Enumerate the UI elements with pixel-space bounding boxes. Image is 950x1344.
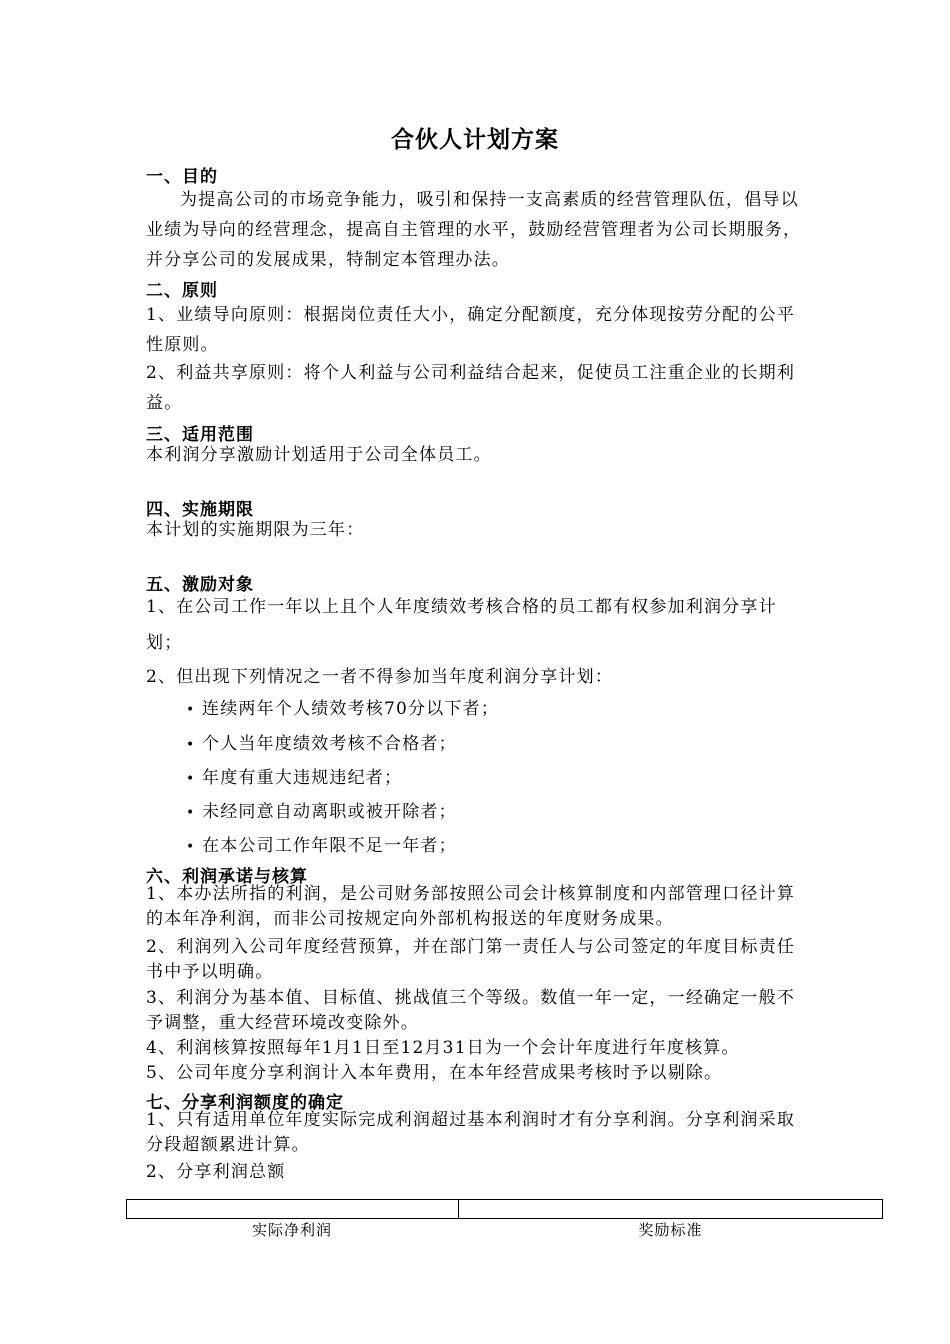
table-header-net-profit: 实际净利润 <box>251 1221 332 1239</box>
profit-share-table <box>126 1199 883 1219</box>
profit-paragraph-1: 1、本办法所指的利润，是公司财务部按照公司会计核算制度和内部管理口径计算的本年净利润，而非公司按规定向外部机构报送的年度财务成果。 <box>146 884 796 929</box>
table-row <box>127 1200 883 1219</box>
section-heading-purpose: 一、目的 <box>146 167 218 187</box>
principle-paragraph-1: 1、业绩导向原则：根据岗位责任大小，确定分配额度，充分体现按劳分配的公平性原则。 <box>146 305 796 355</box>
section-heading-period: 四、实施期限 <box>146 500 254 520</box>
exclusion-list-item: • 未经同意自动离职或被开除者； <box>186 797 457 822</box>
share-paragraph-2: 2、分享利润总额 <box>146 1162 286 1182</box>
targets-paragraph-1: 1、在公司工作一年以上且个人年度绩效考核合格的员工都有权参加利润分享计 <box>146 597 777 617</box>
section-heading-targets: 五、激励对象 <box>146 575 254 595</box>
document-title: 合伙人计划方案 <box>391 126 559 153</box>
table-header-reward-standard: 奖励标准 <box>638 1221 703 1239</box>
profit-paragraph-3: 3、利润分为基本值、目标值、挑战值三个等级。数值一年一定，一经确定一般不予调整，重大经营环境改变除外。 <box>146 988 796 1033</box>
purpose-paragraph: 为提高公司的市场竞争能力，吸引和保持一支高素质的经营管理队伍，倡导以业绩为导向的经营理念，提高自主管理的水平，鼓励经营管理者为公司长期服务，并分享公司的发展成果，特制定本管理办法。 <box>146 190 802 270</box>
section-heading-profit-share: 七、分享利润额度的确定 <box>146 1093 344 1113</box>
scope-paragraph: 本利润分享激励计划适用于公司全体员工。 <box>146 445 492 465</box>
section-heading-principles: 二、原则 <box>146 281 218 301</box>
period-paragraph: 本计划的实施期限为三年： <box>146 520 365 540</box>
targets-paragraph-2: 2、但出现下列情况之一者不得参加当年度利润分享计划： <box>146 667 614 687</box>
exclusion-list-item: • 在本公司工作年限不足一年者； <box>186 831 457 856</box>
share-paragraph-1: 1、只有适用单位年度实际完成利润超过基本利润时才有分享利润。分享利润采取分段超额累进计算。 <box>146 1110 796 1155</box>
table-cell <box>127 1200 459 1219</box>
section-heading-scope: 三、适用范围 <box>146 425 254 445</box>
table-cell <box>459 1200 883 1219</box>
targets-paragraph-1-cont: 划； <box>146 633 183 653</box>
profit-paragraph-4: 4、利润核算按照每年1月1日至12月31日为一个会计年度进行年度核算。 <box>146 1038 740 1058</box>
exclusion-list-item: • 年度有重大违规违纪者； <box>186 763 402 788</box>
profit-paragraph-2: 2、利润列入公司年度经营预算，并在部门第一责任人与公司签定的年度目标责任书中予以明确。 <box>146 937 796 982</box>
section-heading-profit-commitment: 六、利润承诺与核算 <box>146 867 308 887</box>
profit-paragraph-5: 5、公司年度分享利润计入本年费用，在本年经营成果考核时予以剔除。 <box>146 1063 723 1083</box>
exclusion-list-item: • 连续两年个人绩效考核70分以下者； <box>186 694 499 719</box>
exclusion-list-item: • 个人当年度绩效考核不合格者； <box>186 729 457 754</box>
principle-paragraph-2: 2、利益共享原则：将个人利益与公司利益结合起来，促使员工注重企业的长期利益。 <box>146 363 796 413</box>
